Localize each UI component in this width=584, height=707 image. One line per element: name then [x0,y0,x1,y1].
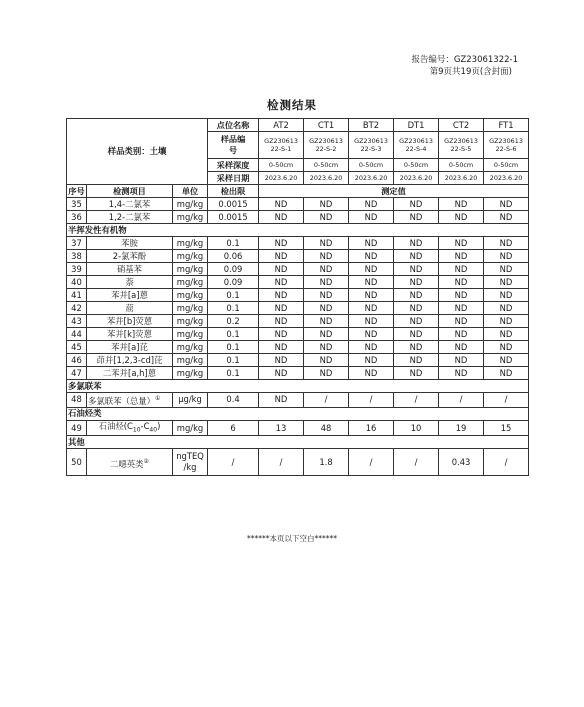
row-unit: mg/kg [173,263,208,276]
sample-id-label: 样品编号 [208,132,259,159]
row-value: ND [439,237,484,250]
row-item: 苯并[a]芘 [87,341,173,354]
row-value: ND [304,341,349,354]
table-row [67,211,529,224]
row-limit: 0.1 [208,289,259,302]
row-value: ND [484,198,529,211]
sample-category: 样品类别：土壤 [67,119,208,185]
depth-label: 采样深度 [208,159,259,172]
section-row [67,224,529,237]
row-value: ND [439,198,484,211]
table-row [67,354,529,367]
row-item: 1,4-二氯苯 [87,198,173,211]
row-unit: mg/kg [173,302,208,315]
row-value: ND [394,237,439,250]
sampling-date: 2023.6.20 [349,172,394,185]
row-value: ND [484,276,529,289]
row-value: 10 [394,420,439,436]
row-value: ND [439,276,484,289]
report-number-label: 报告编号： [411,55,454,65]
row-item: 苯并[b]荧蒽 [87,315,173,328]
row-value: ND [394,250,439,263]
row-value: ND [259,302,304,315]
row-value: ND [439,250,484,263]
header-row-points [67,119,529,132]
row-value: 16 [349,420,394,436]
row-value: / [349,449,394,476]
row-value: / [394,393,439,408]
table-row [67,393,529,408]
table-row [67,302,529,315]
page-info: 第9页共19页(含封面) [429,67,512,77]
table-row [67,276,529,289]
sampling-date: 2023.6.20 [304,172,349,185]
row-value: ND [394,328,439,341]
row-value: ND [394,302,439,315]
section-row [67,407,529,420]
table-row [67,289,529,302]
table-row [67,449,529,476]
row-no: 37 [67,237,87,250]
section-other: 其他 [67,436,529,449]
table-row [67,328,529,341]
row-item: 多氯联苯（总量）① [87,393,173,408]
row-value: ND [439,367,484,380]
row-item: 二苯并[a,h]蒽 [87,367,173,380]
row-no: 39 [67,263,87,276]
row-value: ND [259,263,304,276]
row-value: ND [484,341,529,354]
row-value: ND [349,250,394,263]
row-value: ND [439,341,484,354]
point-name: CT1 [304,119,349,132]
row-value: / [484,449,529,476]
row-value: ND [259,354,304,367]
row-value: ND [304,367,349,380]
row-value: ND [259,211,304,224]
row-limit: 0.1 [208,367,259,380]
point-name: CT2 [439,119,484,132]
row-item: 2-氯苯酚 [87,250,173,263]
row-value: / [484,393,529,408]
row-value: 15 [484,420,529,436]
row-value: ND [484,328,529,341]
row-value: ND [484,263,529,276]
row-limit: 0.0015 [208,211,259,224]
row-value: ND [394,263,439,276]
footnote-mark: ① [155,395,161,402]
row-value: 48 [304,420,349,436]
row-value: ND [349,198,394,211]
row-value: ND [439,289,484,302]
rows-group-a [67,198,529,224]
column-header-row [67,185,529,198]
row-value: ND [394,198,439,211]
point-name: FT1 [484,119,529,132]
row-no: 40 [67,276,87,289]
col-unit: 单位 [173,185,208,198]
row-value: ND [439,263,484,276]
table-row [67,420,529,436]
row-value: ND [394,289,439,302]
sample-id: GZ230613 22-S-5 [439,132,484,159]
point-name: AT2 [259,119,304,132]
section-row [67,380,529,393]
row-limit: 0.06 [208,250,259,263]
row-value: ND [394,341,439,354]
row-limit: 0.1 [208,341,259,354]
row-value: / [394,449,439,476]
row-value: ND [349,341,394,354]
row-limit: 6 [208,420,259,436]
row-no: 42 [67,302,87,315]
row-value: ND [349,263,394,276]
row-value: 19 [439,420,484,436]
row-value: ND [394,315,439,328]
row-limit: 0.09 [208,263,259,276]
row-no: 41 [67,289,87,302]
point-name: DT1 [394,119,439,132]
sample-id: GZ230613 22-S-6 [484,132,529,159]
row-value: ND [439,315,484,328]
row-value: ND [304,211,349,224]
row-limit: 0.1 [208,354,259,367]
row-value: ND [439,354,484,367]
row-value: ND [304,302,349,315]
row-value: ND [259,289,304,302]
report-number-block [411,54,518,78]
row-value: ND [349,211,394,224]
row-value: ND [304,237,349,250]
row-no: 35 [67,198,87,211]
row-value: ND [259,250,304,263]
row-item: 石油烃$(C_{10}-C_{40})$ [87,420,173,436]
row-limit: 0.0015 [208,198,259,211]
row-value: ND [304,315,349,328]
row-value: ND [259,393,304,408]
row-item: 䓛 [87,302,173,315]
row-value: ND [394,276,439,289]
row-value: ND [349,315,394,328]
row-value: ND [439,328,484,341]
row-no: 47 [67,367,87,380]
row-unit: mg/kg [173,198,208,211]
row-value: / [304,393,349,408]
sampling-date: 2023.6.20 [259,172,304,185]
row-value: 1.8 [304,449,349,476]
section-pcb: 多氯联苯 [67,380,529,393]
row-value: ND [304,276,349,289]
point-name: BT2 [349,119,394,132]
row-value: ND [484,302,529,315]
page-title: 检测结果 [267,98,317,112]
col-seq: 序号 [68,185,85,196]
row-unit: mg/kg [173,354,208,367]
row-limit: 0.09 [208,276,259,289]
row-limit: 0.2 [208,315,259,328]
row-limit: / [208,449,259,476]
row-unit: mg/kg [173,328,208,341]
col-measured: 测定值 [259,185,529,198]
section-tph: 石油烃类 [67,407,529,420]
section-row [67,436,529,449]
row-limit: 0.4 [208,393,259,408]
row-value: ND [349,354,394,367]
row-value: ND [394,211,439,224]
row-value: ND [259,276,304,289]
row-value: ND [349,302,394,315]
row-value: ND [484,250,529,263]
row-unit: mg/kg [173,289,208,302]
row-unit: mg/kg [173,276,208,289]
table-row [67,341,529,354]
report-number: GZ23061322-1 [453,55,518,65]
row-no: 38 [67,250,87,263]
table-row [67,263,529,276]
row-item: 萘 [87,276,173,289]
row-no: 49 [67,420,87,436]
row-value: / [349,393,394,408]
row-item: 硝基苯 [87,263,173,276]
sample-id: GZ230613 22-S-2 [304,132,349,159]
row-value: / [439,393,484,408]
row-unit: mg/kg [173,315,208,328]
row-no: 43 [67,315,87,328]
row-value: ND [259,328,304,341]
row-no: 36 [67,211,87,224]
footnote-mark: ② [143,457,149,465]
row-value: ND [349,367,394,380]
table-row [67,367,529,380]
row-unit: ngTEQ /kg [173,449,208,476]
row-no: 46 [67,354,87,367]
table-row [67,198,529,211]
row-value: / [259,449,304,476]
row-value: ND [484,315,529,328]
row-value: ND [349,276,394,289]
col-item: 检测项目 [87,185,173,198]
sampling-date: 2023.6.20 [484,172,529,185]
row-unit: mg/kg [173,211,208,224]
row-value: ND [304,250,349,263]
row-value: ND [304,328,349,341]
table-row [67,237,529,250]
row-value: ND [349,289,394,302]
row-value: 13 [259,420,304,436]
row-value: ND [304,198,349,211]
sampling-depth: 0-50cm [304,159,349,172]
row-value: ND [259,237,304,250]
sampling-date: 2023.6.20 [439,172,484,185]
rows-group-b [67,237,529,380]
row-value: ND [259,198,304,211]
sampling-depth: 0-50cm [349,159,394,172]
row-value: ND [304,289,349,302]
row-value: ND [394,367,439,380]
row-value: ND [484,289,529,302]
row-value: ND [304,354,349,367]
sampling-depth: 0-50cm [394,159,439,172]
row-unit: mg/kg [173,367,208,380]
end-note: ******本页以下空白****** [247,534,337,543]
row-value: ND [439,302,484,315]
row-unit: mg/kg [173,420,208,436]
point-label: 点位名称 [208,119,259,132]
report-number-line [411,54,518,66]
row-value: ND [484,354,529,367]
row-unit: mg/kg [173,250,208,263]
row-value: ND [349,237,394,250]
row-value: ND [484,237,529,250]
row-value: ND [349,328,394,341]
row-limit: 0.1 [208,237,259,250]
table-row [67,315,529,328]
row-item: 苯并[k]荧蒽 [87,328,173,341]
sample-id: GZ230613 22-S-3 [349,132,394,159]
col-limit: 检出限 [208,185,259,198]
row-value: ND [484,367,529,380]
sampling-depth: 0-50cm [259,159,304,172]
row-no: 48 [67,393,87,408]
row-value: 0.43 [439,449,484,476]
table-row [67,250,529,263]
sampling-date: 2023.6.20 [394,172,439,185]
sample-id: GZ230613 22-S-4 [394,132,439,159]
sampling-depth: 0-50cm [484,159,529,172]
row-item: 苯并[a]蒽 [87,289,173,302]
row-item: 茚并[1,2,3-cd]芘 [87,354,173,367]
row-no: 44 [67,328,87,341]
row-value: ND [439,211,484,224]
row-value: ND [484,211,529,224]
row-limit: 0.1 [208,328,259,341]
row-unit: μg/kg [173,393,208,408]
row-limit: 0.1 [208,302,259,315]
results-table [66,118,529,476]
sampling-depth: 0-50cm [439,159,484,172]
row-value: ND [304,263,349,276]
row-value: ND [259,367,304,380]
row-value: ND [259,341,304,354]
row-value: ND [259,315,304,328]
row-item: 二噁英类② [87,449,173,476]
row-value: ND [394,354,439,367]
section-svoc: 半挥发性有机物 [67,224,529,237]
date-label: 采样日期 [208,172,259,185]
row-unit: mg/kg [173,237,208,250]
sample-id: GZ230613 22-S-1 [259,132,304,159]
row-unit: mg/kg [173,341,208,354]
row-no: 50 [67,449,87,476]
row-item: 1,2-二氯苯 [87,211,173,224]
row-no: 45 [67,341,87,354]
row-item: 苯胺 [87,237,173,250]
